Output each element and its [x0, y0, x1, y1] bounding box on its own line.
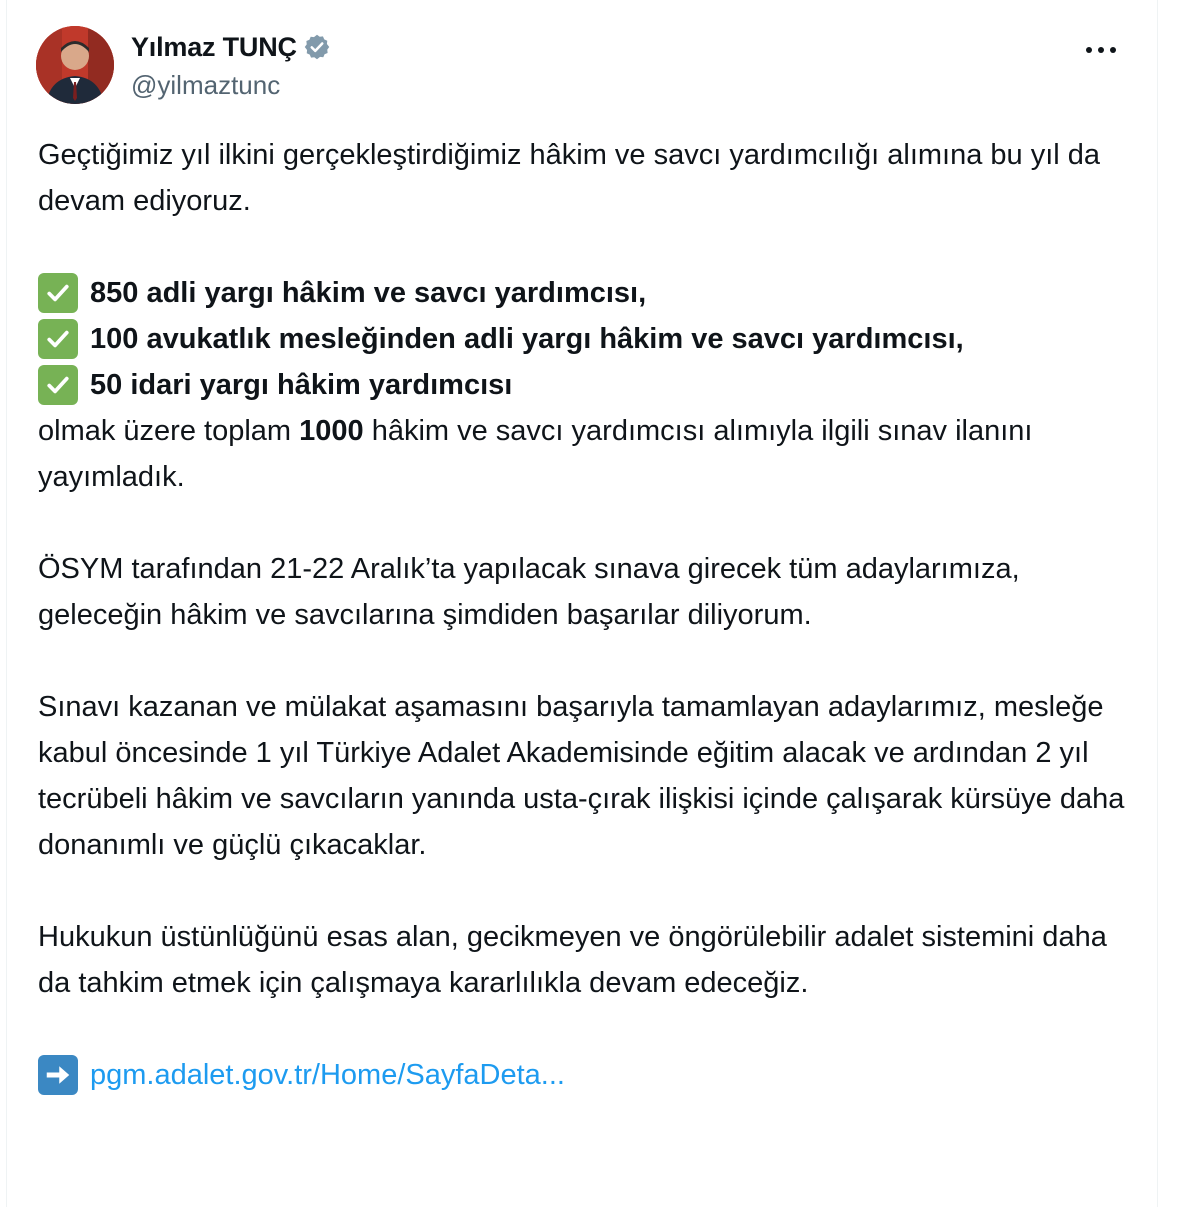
checklist-item	[38, 362, 1138, 408]
avatar[interactable]	[36, 26, 114, 104]
checklist-item-text: 100 avukatlık mesleğinden adli yargı hâkim ve savcı yardımcısı,	[90, 323, 964, 355]
post-card	[6, 0, 1158, 1207]
spacer	[38, 1006, 1138, 1052]
spacer	[38, 868, 1138, 914]
external-link[interactable]: pgm.adalet.gov.tr/Home/SayfaDeta...	[90, 1059, 565, 1091]
spacer	[38, 224, 1138, 270]
right-arrow-icon	[38, 1055, 78, 1095]
check-mark-button-icon	[38, 319, 78, 359]
check-mark-button-icon	[38, 365, 78, 405]
post-text	[38, 132, 1138, 1098]
checklist-item-text: 50 idari yargı hâkim yardımcısı	[90, 369, 513, 401]
check-mark-button-icon	[38, 273, 78, 313]
summary-text-after: hâkim ve savcı yardımcısı alımıyla ilgili sınav ilanını yayımladık.	[38, 415, 1033, 493]
exam-paragraph: ÖSYM tarafından 21-22 Aralık’ta yapılacak sınava girecek tüm adaylarımıza, geleceğin hâkim ve savcılarına şimdiden başarılar diliyorum.	[38, 553, 1020, 631]
checklist-item-text: 850 adli yargı hâkim ve savcı yardımcısı,	[90, 277, 647, 309]
more-options-icon[interactable]	[1081, 34, 1121, 66]
checklist-item	[38, 316, 1138, 362]
checklist-item	[38, 270, 1138, 316]
author-handle[interactable]: @yilmaztunc	[131, 70, 281, 100]
training-paragraph: Sınavı kazanan ve mülakat aşamasını başarıyla tamamlayan adaylarımız, mesleğe kabul öncesinde 1 yıl Türkiye Adalet Akademisinde eğitim alacak ve ardından 2 yıl tecrübeli hâkim ve savcıların yanında usta-çırak ilişkisi içinde çalışarak kürsüye daha donanımlı ve güçlü çıkacaklar.	[38, 691, 1125, 861]
summary-total: 1000	[299, 415, 364, 447]
intro-paragraph: Geçtiğimiz yıl ilkini gerçekleştirdiğimiz hâkim ve savcı yardımcılığı alımına bu yıl da devam ediyoruz.	[38, 139, 1101, 217]
closing-paragraph: Hukukun üstünlüğünü esas alan, gecikmeyen ve öngörülebilir adalet sistemini daha da tahkim etmek için çalışmaya kararlılıkla devam edeceğiz.	[38, 921, 1107, 999]
display-name-row	[131, 30, 331, 64]
spacer	[38, 500, 1138, 546]
summary-text-before: olmak üzere toplam	[38, 415, 300, 447]
verified-badge-icon[interactable]	[303, 33, 331, 61]
author-names	[131, 30, 331, 101]
link-line	[38, 1052, 1138, 1098]
spacer	[38, 638, 1138, 684]
avatar-image	[36, 26, 114, 104]
summary-paragraph	[38, 408, 1138, 500]
display-name[interactable]: Yılmaz TUNÇ	[131, 31, 297, 62]
post-header	[36, 26, 1137, 106]
